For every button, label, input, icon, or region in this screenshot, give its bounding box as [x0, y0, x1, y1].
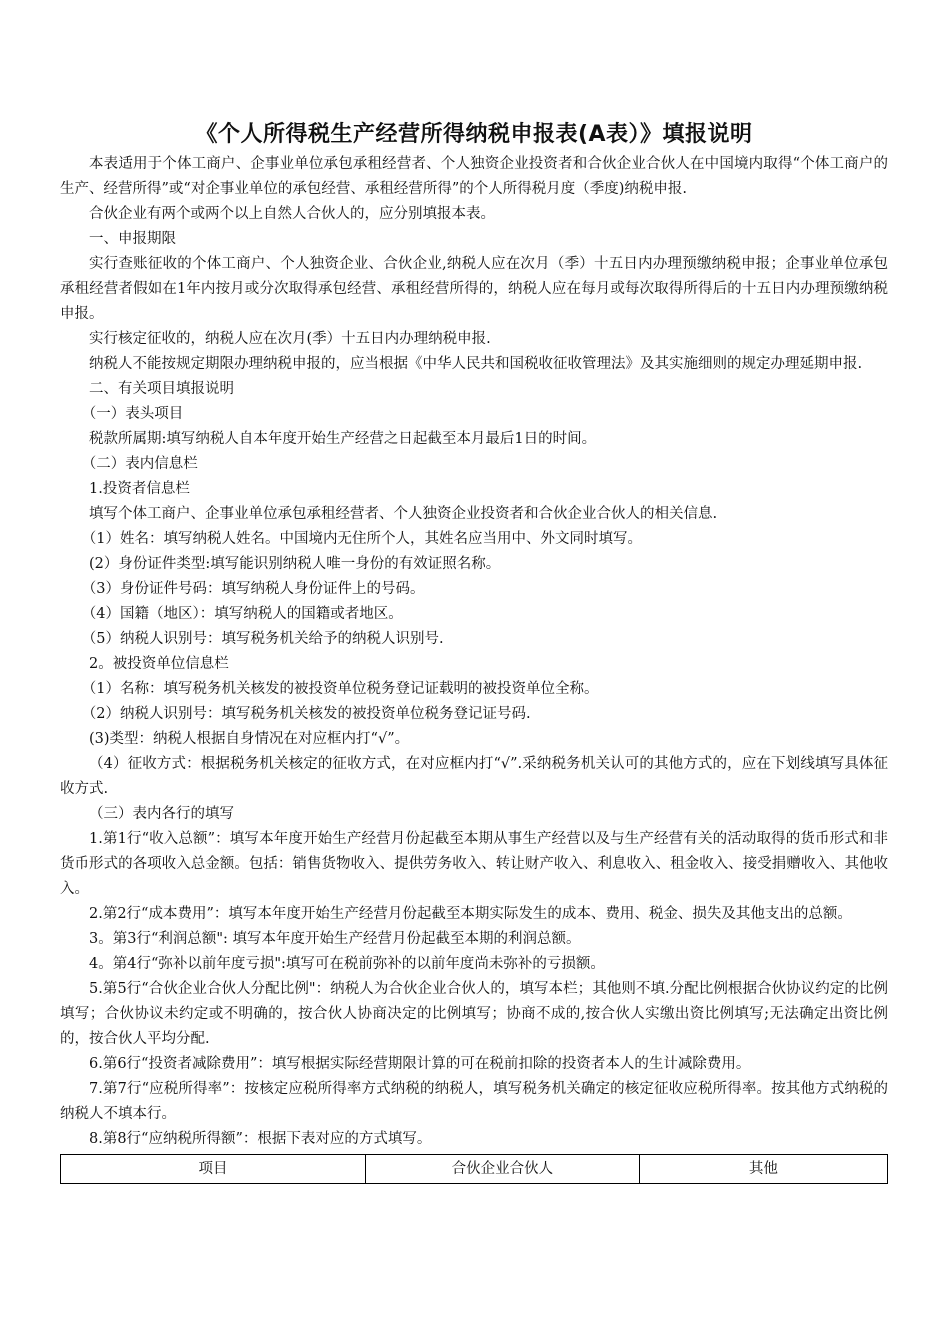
list-item-name: （1）姓名：填写纳税人姓名。中国境内无住所个人，其姓名应当用中、外文同时填写。 — [81, 531, 642, 547]
row-instruction-1: 1.第1行“收入总额”：填写本年度开始生产经营月份起截至本期从事生产经营以及与生产经营有关的活动取得的货币形式和非货币形式的各项收入总金额。包括：销售货物收入、提供劳务收入、转让财产收入、利息收入、租金收入、接受捐赠收入、其他收入。 — [60, 831, 888, 897]
paragraph-scope: 本表适用于个体工商户、企事业单位承包承租经营者、个人独资企业投资者和合伙企业合伙人在中国境内取得“个体工商户的生产、经营所得”或“对企事业单位的承包经营、承租经营所得”的个人所得税月度（季度)纳税申报. — [60, 156, 888, 197]
row-instruction-3: 3。第3行“利润总额": 填写本年度开始生产经营月份起截至本期的利润总额。 — [89, 931, 581, 947]
paragraph-tax-period: 税款所属期:填写纳税人自本年度开始生产经营之日起截至本月最后1日的时间。 — [89, 431, 597, 447]
table-header-item: 项目 — [61, 1155, 366, 1184]
list-item-taxpayer-id: （5）纳税人识别号：填写税务机关给予的纳税人识别号. — [81, 631, 444, 647]
paragraph-audit-collection: 实行查账征收的个体工商户、个人独资企业、合伙企业,纳税人应在次月（季）十五日内办理预缴纳税申报；企事业单位承包承租经营者假如在1年内按月或分次取得承包经营、承租经营所得的，纳税人应在每月或每次取得所得后的十五日内办理预缴纳税申报。 — [60, 256, 888, 322]
row-instruction-2: 2.第2行“成本费用”：填写本年度开始生产经营月份起截至本期实际发生的成本、费用、税金、损失及其他支出的总额。 — [89, 906, 852, 922]
heading-header-items: （一）表头项目 — [81, 406, 184, 422]
list-item-type: (3)类型：纳税人根据自身情况在对应框内打“√”。 — [89, 731, 410, 747]
taxable-income-table — [60, 1154, 888, 1184]
table-header-row — [61, 1155, 888, 1184]
list-item-collection-method: （4）征收方式：根据税务机关核定的征收方式，在对应框内打“√”.采纳税务机关认可的其他方式的，应在下划线填写具体征收方式. — [60, 756, 888, 797]
row-instruction-7: 7.第7行“应税所得率”：按核定应税所得率方式纳税的纳税人，填写税务机关确定的核定征收应税所得率。按其他方式纳税的纳税人不填本行。 — [60, 1081, 888, 1122]
paragraph-extension: 纳税人不能按规定期限办理纳税申报的，应当根据《中华人民共和国税收征收管理法》及其实施细则的规定办理延期申报. — [89, 356, 863, 372]
document-page — [60, 120, 888, 1184]
heading-investor-info: 1.投资者信息栏 — [89, 481, 190, 497]
document-title: 《个人所得税生产经营所得纳税申报表(A表）》填报说明 — [195, 122, 753, 147]
paragraph-assessed-collection: 实行核定征收的，纳税人应在次月(季）十五日内办理纳税申报. — [89, 331, 491, 347]
row-instruction-5: 5.第5行“合伙企业合伙人分配比例"：纳税人为合伙企业合伙人的，填写本栏；其他则不填.分配比例根据合伙协议约定的比例填写；合伙协议未约定或不明确的，按合伙人协商决定的比例填写；协商不成的,按合伙人实缴出资比例填写;无法确定出资比例的，按合伙人平均分配. — [60, 981, 888, 1047]
heading-info-columns: （二）表内信息栏 — [81, 456, 198, 472]
list-item-id-type: (2）身份证件类型:填写能识别纳税人唯一身份的有效证照名称。 — [89, 556, 501, 572]
list-item-id-number: （3）身份证件号码：填写纳税人身份证件上的号码。 — [81, 581, 425, 597]
row-instruction-4: 4。第4行“弥补以前年度亏损":填写可在税前弥补的以前年度尚未弥补的亏损额。 — [89, 956, 605, 972]
list-item-unit-taxpayer-id: （2）纳税人识别号：填写税务机关核发的被投资单位税务登记证号码. — [81, 706, 531, 722]
list-item-nationality: （4）国籍（地区）：填写纳税人的国籍或者地区。 — [81, 606, 403, 622]
heading-row-filling: （三）表内各行的填写 — [89, 806, 234, 822]
row-instruction-6: 6.第6行“投资者减除费用”：填写根据实际经营期限计算的可在税前扣除的投资者本人的生计减除费用。 — [89, 1056, 751, 1072]
heading-filing-period: 一、申报期限 — [89, 231, 176, 247]
paragraph-partnership: 合伙企业有两个或两个以上自然人合伙人的，应分别填报本表。 — [89, 206, 495, 222]
row-instruction-8: 8.第8行“应纳税所得额”：根据下表对应的方式填写。 — [89, 1131, 432, 1147]
heading-item-instructions: 二、有关项目填报说明 — [89, 381, 234, 397]
table-header-partner: 合伙企业合伙人 — [366, 1155, 640, 1184]
table-header-other: 其他 — [639, 1155, 887, 1184]
paragraph-investor-info: 填写个体工商户、企事业单位承包承租经营者、个人独资企业投资者和合伙企业合伙人的相关信息. — [89, 506, 718, 522]
heading-invested-unit: 2。被投资单位信息栏 — [89, 656, 229, 672]
list-item-unit-name: （1）名称：填写税务机关核发的被投资单位税务登记证载明的被投资单位全称。 — [81, 681, 599, 697]
